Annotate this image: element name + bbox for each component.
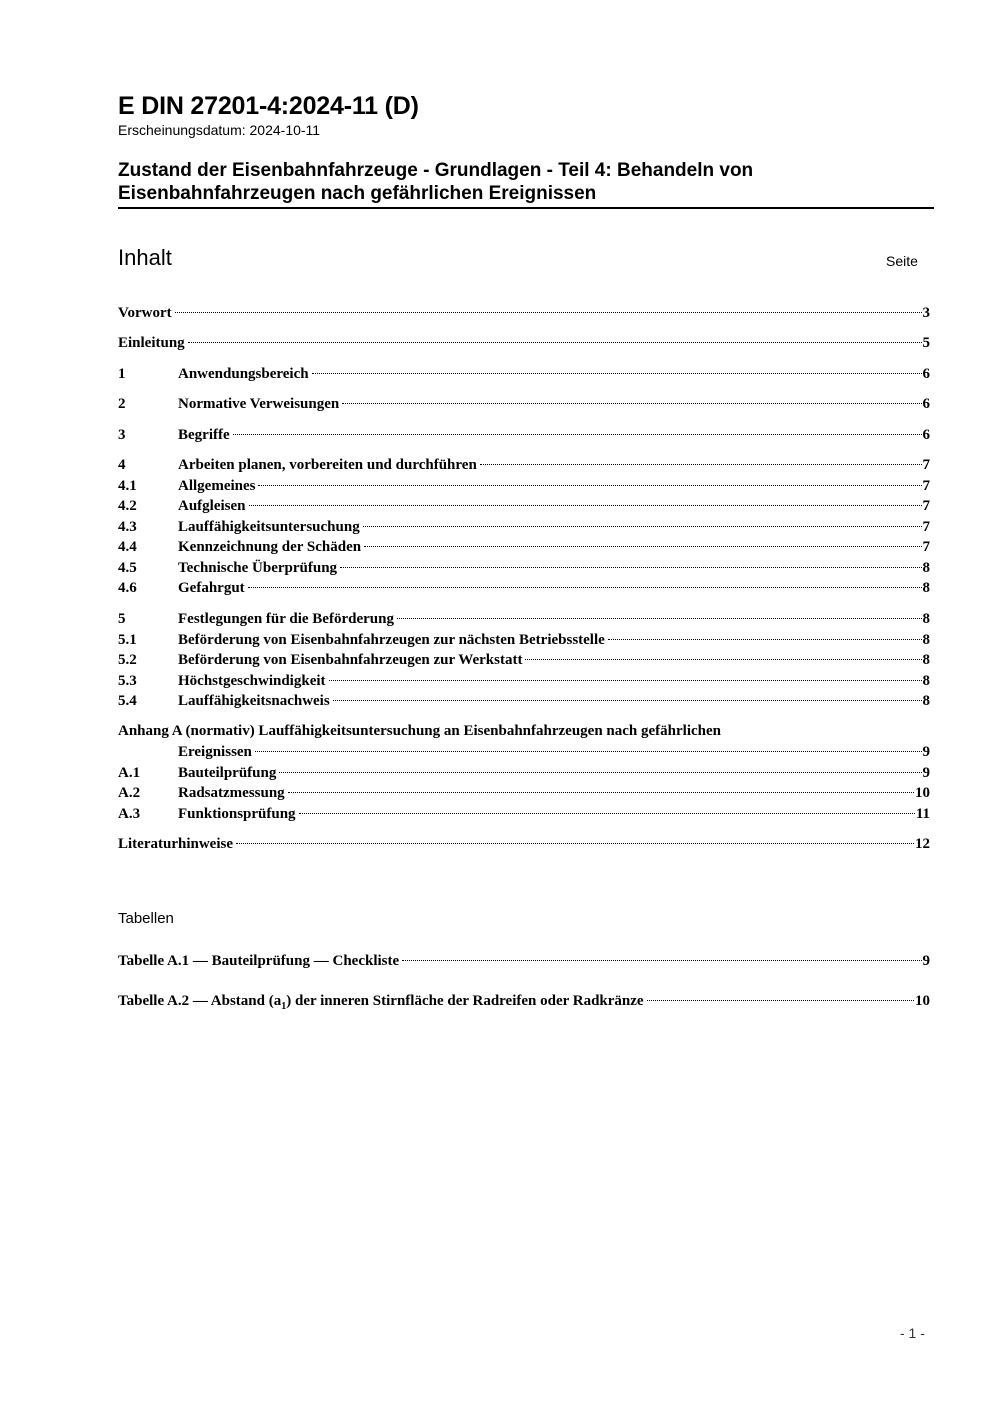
toc-entry-5-3[interactable] bbox=[118, 671, 930, 691]
toc-entry-a-1[interactable] bbox=[118, 763, 930, 783]
dot-leader bbox=[255, 750, 922, 752]
dot-leader bbox=[342, 402, 921, 404]
table-entry-title-end: ) der inneren Stirnfläche der Radreifen oder Radkränze bbox=[286, 993, 644, 1009]
toc-entry-title: Bauteilprüfung bbox=[178, 765, 277, 781]
toc-entry-page: 8 bbox=[922, 580, 930, 596]
toc-entry-title: Lauffähigkeitsuntersuchung bbox=[178, 519, 360, 535]
toc-entry-page: 5 bbox=[922, 335, 930, 351]
dot-leader bbox=[480, 463, 922, 465]
toc-annex-a-title[interactable]: Anhang A (normativ) Lauffähigkeitsuntersuchung an Eisenbahnfahrzeugen nach gefährlichen bbox=[118, 723, 722, 739]
toc-entry-vorwort[interactable] bbox=[118, 303, 930, 323]
toc-entry-number: 4 bbox=[118, 457, 126, 473]
toc-entry-4-4[interactable] bbox=[118, 537, 930, 557]
toc-entry-4-5[interactable] bbox=[118, 558, 930, 578]
toc-entry-page: 11 bbox=[915, 806, 930, 822]
toc-entry-2[interactable] bbox=[118, 394, 930, 414]
toc-entry-4-1[interactable] bbox=[118, 476, 930, 496]
toc-entry-number: 4.5 bbox=[118, 560, 137, 576]
toc-entry-page: 7 bbox=[922, 539, 930, 555]
toc-entry-4-6[interactable] bbox=[118, 578, 930, 598]
toc-entry-title: Anwendungsbereich bbox=[178, 366, 309, 382]
toc-entry-4-2[interactable] bbox=[118, 496, 930, 516]
toc-entry-page: 8 bbox=[922, 611, 930, 627]
toc-entry-title: Radsatzmessung bbox=[178, 785, 285, 801]
tables-heading: Tabellen bbox=[118, 910, 174, 927]
toc-entry-number: 5.1 bbox=[118, 632, 137, 648]
table-entry-title-start: Tabelle A.2 — Abstand (a bbox=[118, 993, 282, 1009]
toc-entry-page: 8 bbox=[922, 632, 930, 648]
toc-annex-a[interactable] bbox=[118, 742, 930, 762]
toc-entry-page: 7 bbox=[922, 498, 930, 514]
toc-entry-number: 4.4 bbox=[118, 539, 137, 555]
dot-leader bbox=[188, 341, 922, 343]
subscript: 1 bbox=[281, 1001, 287, 1012]
toc-entry-number: 1 bbox=[118, 366, 126, 382]
toc-entry-number: 3 bbox=[118, 427, 126, 443]
toc-entry-number: A.3 bbox=[118, 806, 141, 822]
toc-entry-number: A.2 bbox=[118, 785, 141, 801]
toc-entry-number: 5.4 bbox=[118, 693, 137, 709]
toc-entry-literaturhinweise[interactable] bbox=[118, 834, 930, 854]
dot-leader bbox=[647, 999, 914, 1001]
toc-entry-4[interactable] bbox=[118, 455, 930, 475]
dot-leader bbox=[402, 959, 921, 961]
table-entry-a-2[interactable] bbox=[118, 991, 930, 1011]
dot-leader bbox=[608, 638, 922, 640]
toc-entry-title: Beförderung von Eisenbahnfahrzeugen zur nächsten Betriebsstelle bbox=[178, 632, 605, 648]
toc-entry-number: 4.6 bbox=[118, 580, 137, 596]
toc-entry-title: Kennzeichnung der Schäden bbox=[178, 539, 362, 555]
toc-entry-5-2[interactable] bbox=[118, 650, 930, 670]
toc-entry-number: 4.2 bbox=[118, 498, 137, 514]
dot-leader bbox=[248, 586, 922, 588]
toc-entry-page: 9 bbox=[922, 744, 930, 760]
toc-entry-number: 5 bbox=[118, 611, 126, 627]
dot-leader bbox=[258, 484, 921, 486]
page-number: - 1 - bbox=[900, 1325, 925, 1341]
dot-leader bbox=[233, 433, 922, 435]
dot-leader bbox=[279, 771, 921, 773]
toc-entry-page: 3 bbox=[922, 305, 930, 321]
dot-leader bbox=[525, 658, 921, 660]
dot-leader bbox=[175, 311, 922, 313]
toc-entry-3[interactable] bbox=[118, 425, 930, 445]
toc-entry-page: 7 bbox=[922, 519, 930, 535]
toc-entry-number: 4.1 bbox=[118, 478, 137, 494]
table-entry-a-1[interactable] bbox=[118, 951, 930, 971]
dot-leader bbox=[364, 545, 921, 547]
toc-entry-number: A.1 bbox=[118, 765, 141, 781]
table-entry-page: 10 bbox=[915, 993, 930, 1009]
toc-entry-title: Gefahrgut bbox=[178, 580, 245, 596]
toc-heading: Inhalt bbox=[118, 245, 172, 270]
toc-entry-title: Allgemeines bbox=[178, 478, 256, 494]
toc-entry-a-3[interactable] bbox=[118, 804, 930, 824]
document-title-line-1: Zustand der Eisenbahnfahrzeuge - Grundlagen - Teil 4: Behandeln von bbox=[118, 160, 754, 181]
toc-entry-title: Beförderung von Eisenbahnfahrzeugen zur Werkstatt bbox=[178, 652, 523, 668]
toc-entry-page: 7 bbox=[922, 457, 930, 473]
dot-leader bbox=[249, 504, 922, 506]
toc-entry-title: Höchstgeschwindigkeit bbox=[178, 673, 326, 689]
toc-entry-title: Einleitung bbox=[118, 335, 185, 351]
document-title bbox=[118, 159, 934, 209]
table-entry-title bbox=[118, 991, 644, 1017]
table-entry-title: Tabelle A.1 — Bauteilprüfung — Checkliste bbox=[118, 953, 400, 969]
toc-entry-einleitung[interactable] bbox=[118, 333, 930, 353]
toc-entry-page: 6 bbox=[922, 396, 930, 412]
toc-entry-title: Arbeiten planen, vorbereiten und durchführen bbox=[178, 457, 477, 473]
toc-entry-title: Lauffähigkeitsnachweis bbox=[178, 693, 330, 709]
toc-entry-number: 5.3 bbox=[118, 673, 137, 689]
toc-entry-page: 8 bbox=[922, 652, 930, 668]
toc-entry-page: 8 bbox=[922, 560, 930, 576]
toc-entry-number: 5.2 bbox=[118, 652, 137, 668]
document-title-line-2: Eisenbahnfahrzeugen nach gefährlichen Ereignissen bbox=[118, 183, 597, 204]
toc-entry-title: Ereignissen bbox=[178, 744, 252, 760]
toc-entry-page: 10 bbox=[915, 785, 930, 801]
dot-leader bbox=[329, 679, 922, 681]
document-id: E DIN 27201-4:2024-11 (D) bbox=[118, 92, 419, 120]
toc-entry-title: Technische Überprüfung bbox=[178, 560, 338, 576]
toc-entry-title: Funktionsprüfung bbox=[178, 806, 296, 822]
dot-leader bbox=[397, 617, 922, 619]
toc-entry-page: 8 bbox=[922, 693, 930, 709]
toc-entry-5-1[interactable] bbox=[118, 630, 930, 650]
toc-entry-title: Begriffe bbox=[178, 427, 230, 443]
toc-entry-5-4[interactable] bbox=[118, 691, 930, 711]
toc-entry-title: Normative Verweisungen bbox=[178, 396, 340, 412]
toc-entry-number: 4.3 bbox=[118, 519, 137, 535]
dot-leader bbox=[340, 566, 921, 568]
table-entry-page: 9 bbox=[922, 953, 930, 969]
toc-entry-a-2[interactable] bbox=[118, 783, 930, 803]
dot-leader bbox=[363, 525, 922, 527]
toc-entry-page: 12 bbox=[915, 836, 930, 852]
dot-leader bbox=[236, 842, 914, 844]
toc-page-column-label: Seite bbox=[886, 253, 918, 269]
toc-entry-page: 6 bbox=[922, 427, 930, 443]
toc-entry-page: 8 bbox=[922, 673, 930, 689]
toc-entry-page: 9 bbox=[922, 765, 930, 781]
toc-entry-number: 2 bbox=[118, 396, 126, 412]
dot-leader bbox=[288, 791, 914, 793]
toc-entry-1[interactable] bbox=[118, 364, 930, 384]
publication-date: Erscheinungsdatum: 2024-10-11 bbox=[118, 122, 321, 138]
toc-entry-title: Literaturhinweise bbox=[118, 836, 233, 852]
toc-entry-page: 6 bbox=[922, 366, 930, 382]
toc-entry-title: Festlegungen für die Beförderung bbox=[178, 611, 394, 627]
dot-leader bbox=[312, 372, 922, 374]
toc-entry-4-3[interactable] bbox=[118, 517, 930, 537]
toc-entry-title: Vorwort bbox=[118, 305, 172, 321]
toc-entry-page: 7 bbox=[922, 478, 930, 494]
dot-leader bbox=[299, 812, 915, 814]
dot-leader bbox=[333, 699, 922, 701]
toc-entry-5[interactable] bbox=[118, 609, 930, 629]
toc-entry-title: Aufgleisen bbox=[178, 498, 246, 514]
